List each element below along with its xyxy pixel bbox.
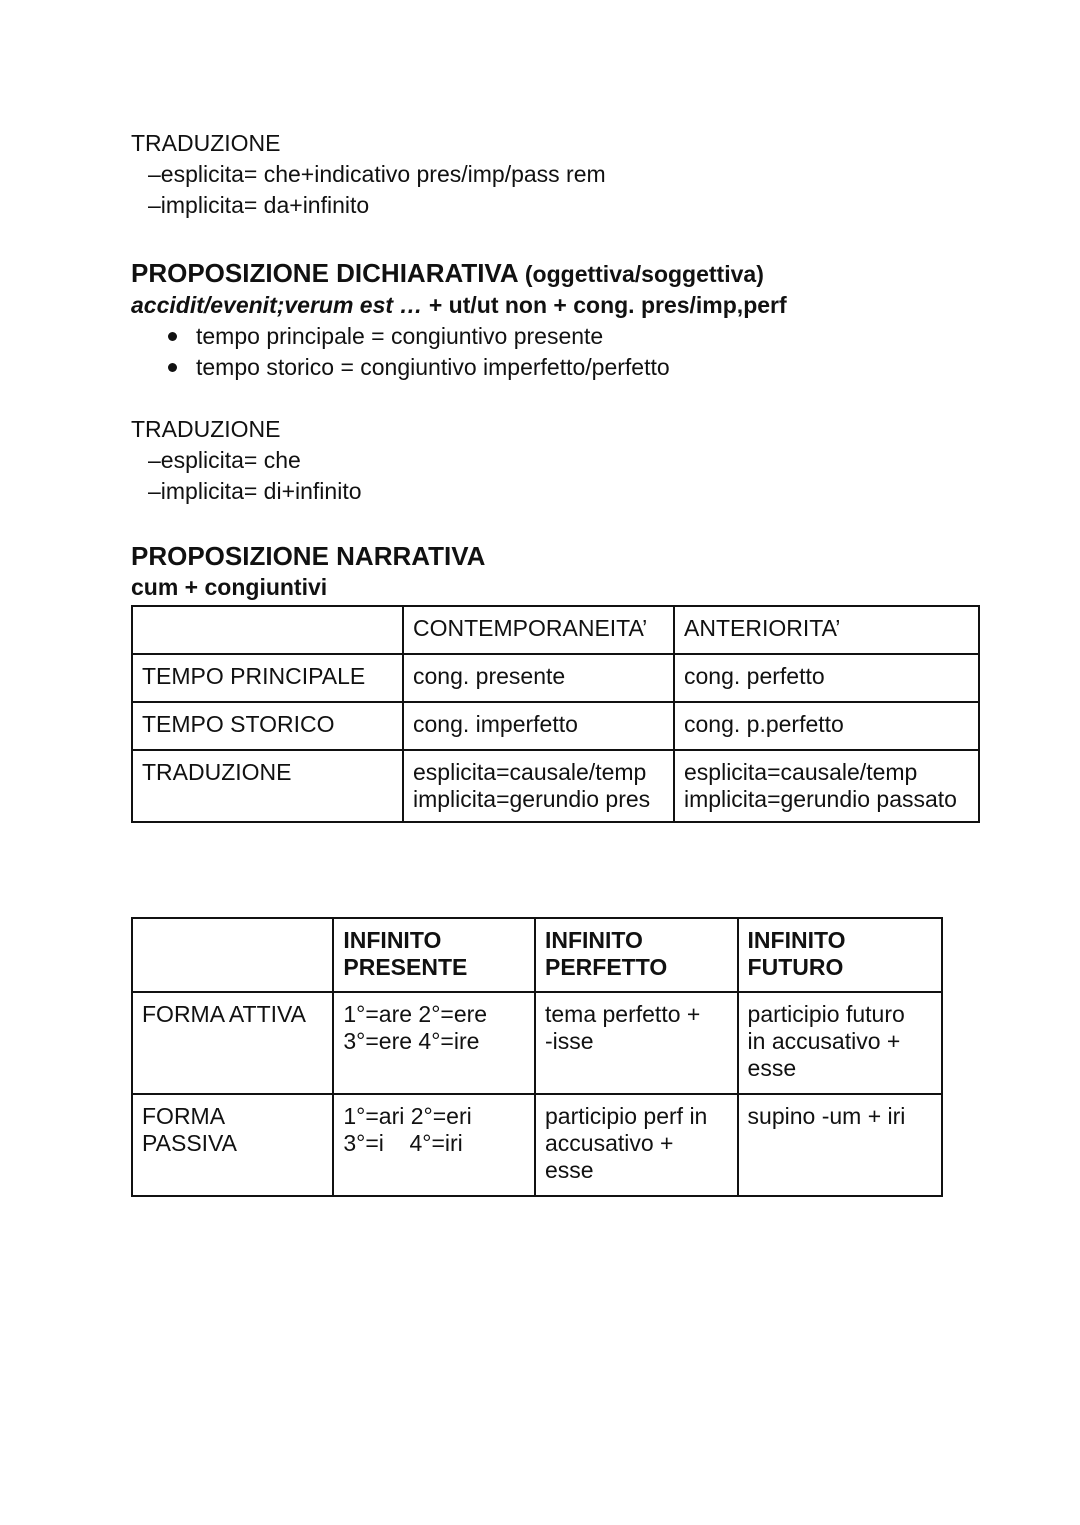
table-row-label: TEMPO PRINCIPALE: [132, 654, 403, 702]
table-row: [132, 992, 942, 1094]
infinito-table: [131, 917, 943, 1197]
table-header-row: [132, 918, 942, 992]
table-cell: 1°=are 2°=ere 3°=ere 4°=ire: [333, 992, 535, 1094]
table-row-label: FORMA ATTIVA: [132, 992, 333, 1094]
dichiarativa-explicit: –esplicita= che: [148, 447, 301, 473]
list-item: tempo principale = congiuntivo presente: [131, 321, 991, 352]
implicit-translation: –implicita= da+infinito: [148, 192, 370, 218]
table-cell: cong. p.perfetto: [674, 702, 979, 750]
dichiarativa-implicit: –implicita= di+infinito: [148, 478, 362, 504]
table-cell: participio perf in accusativo + esse: [535, 1094, 738, 1196]
table-row-label: TRADUZIONE: [132, 750, 403, 822]
table-header-cell: INFINITO PERFETTO: [535, 918, 738, 992]
bullet-icon: [168, 332, 177, 341]
bullet-icon: [168, 363, 177, 372]
explicit-translation: –esplicita= che+indicativo pres/imp/pass rem: [148, 161, 606, 187]
table-cell: tema perfetto + -isse: [535, 992, 738, 1094]
table-cell: supino -um + iri: [738, 1094, 942, 1196]
table-row: [132, 654, 979, 702]
narrativa-title: PROPOSIZIONE NARRATIVA: [131, 541, 486, 571]
table-header-row: [132, 606, 979, 654]
table-cell: esplicita=causale/temp implicita=gerundio passato: [674, 750, 979, 822]
document-page: [131, 128, 991, 1197]
dichiarativa-bullet-list: [131, 321, 991, 383]
table-row: [132, 702, 979, 750]
table-cell: cong. imperfetto: [403, 702, 674, 750]
dichiarativa-translation-heading: TRADUZIONE: [131, 416, 281, 442]
translation-heading: TRADUZIONE: [131, 130, 281, 156]
table-cell: esplicita=causale/temp implicita=gerundio pres: [403, 750, 674, 822]
narrativa-formula: cum + congiuntivi: [131, 574, 328, 600]
table-header-cell: CONTEMPORANEITA’: [403, 606, 674, 654]
table-header-cell: ANTERIORITA’: [674, 606, 979, 654]
table-row: [132, 1094, 942, 1196]
dichiarativa-formula-verbs: accidit/evenit;verum est …: [131, 292, 423, 318]
table-row: [132, 750, 979, 822]
table-cell: [132, 918, 333, 992]
dichiarativa-heading: [131, 257, 991, 290]
table-cell: participio futuro in accusativo + esse: [738, 992, 942, 1094]
dichiarativa-formula-rest: + ut/ut non + cong. pres/imp,perf: [422, 292, 787, 318]
table-row-label: TEMPO STORICO: [132, 702, 403, 750]
table-header-cell: INFINITO PRESENTE: [333, 918, 535, 992]
table-cell: 1°=ari 2°=eri 3°=i 4°=iri: [333, 1094, 535, 1196]
table-header-cell: INFINITO FUTURO: [738, 918, 942, 992]
dichiarativa-formula: [131, 290, 991, 321]
table-cell: cong. presente: [403, 654, 674, 702]
dichiarativa-title: PROPOSIZIONE DICHIARATIVA: [131, 258, 518, 288]
list-item: tempo storico = congiuntivo imperfetto/perfetto: [131, 352, 991, 383]
table-cell: cong. perfetto: [674, 654, 979, 702]
dichiarativa-subtitle: (oggettiva/soggettiva): [524, 261, 764, 287]
narrativa-table: [131, 605, 980, 823]
table-row-label: FORMA PASSIVA: [132, 1094, 333, 1196]
table-cell: [132, 606, 403, 654]
